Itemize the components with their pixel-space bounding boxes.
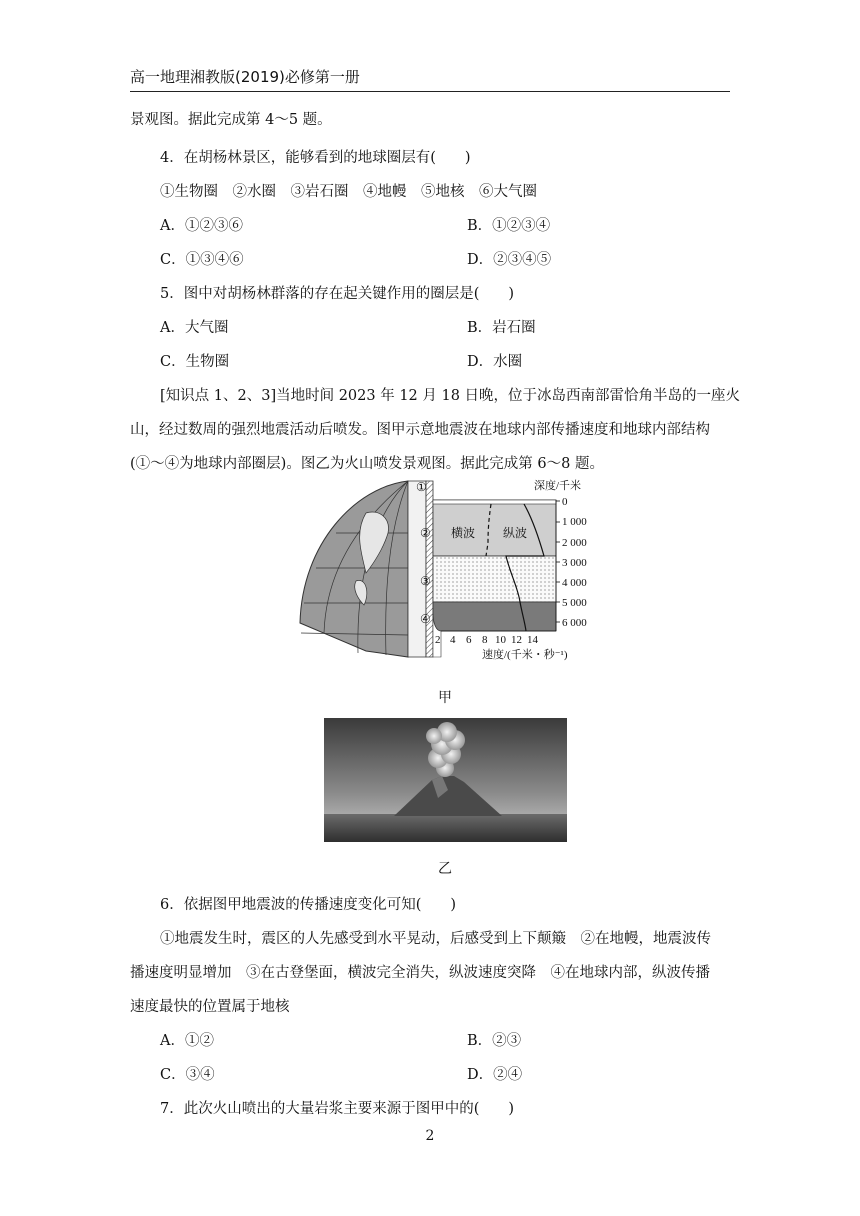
depth-tick: 1 000 bbox=[562, 516, 587, 528]
depth-tick: 6 000 bbox=[562, 617, 587, 629]
q4-option-a[interactable]: A．①②③⑥ bbox=[160, 218, 243, 234]
earth-structure-figure bbox=[296, 473, 596, 663]
layer-1-label: ① bbox=[416, 480, 427, 494]
globe-surface bbox=[300, 481, 408, 657]
page-number: 2 bbox=[425, 1128, 435, 1144]
q5-option-a[interactable]: A．大气圈 bbox=[160, 320, 229, 336]
speed-tick: 2 bbox=[435, 634, 441, 646]
speed-tick: 10 bbox=[495, 634, 506, 646]
outer-core-band bbox=[433, 556, 556, 602]
q6-stem: 6．依据图甲地震波的传播速度变化可知( ) bbox=[160, 897, 457, 913]
q6-option-b[interactable]: B．②③ bbox=[467, 1033, 522, 1049]
layer-3-label: ③ bbox=[420, 574, 431, 588]
depth-tick: 0 bbox=[562, 496, 568, 508]
q6-line-2: 播速度明显增加 ③在古登堡面，横波完全消失，纵波速度突降 ④在地球内部，纵波传播 bbox=[130, 965, 710, 981]
q4-items: ①生物圈 ②水圈 ③岩石圈 ④地幔 ⑤地核 ⑥大气圈 bbox=[160, 184, 537, 200]
q6-line-1: ①地震发生时，震区的人先感受到水平晃动，后感受到上下颠簸 ②在地幔，地震波传 bbox=[160, 931, 711, 947]
q5-option-b[interactable]: B．岩石圈 bbox=[467, 320, 536, 336]
layer-4-label: ④ bbox=[420, 612, 431, 626]
depth-tick: 2 000 bbox=[562, 537, 587, 549]
header-title: 高一地理湘教版(2019)必修第一册 bbox=[130, 68, 360, 86]
q4-option-d[interactable]: D．②③④⑤ bbox=[467, 252, 552, 268]
figure-yi-caption: 乙 bbox=[438, 861, 452, 877]
q6-option-d[interactable]: D．②④ bbox=[467, 1067, 523, 1083]
layer-2-label: ② bbox=[420, 526, 431, 540]
q4-stem: 4．在胡杨林景区，能够看到的地球圈层有( ) bbox=[160, 150, 471, 166]
q6-option-a[interactable]: A．①② bbox=[160, 1033, 214, 1049]
speed-tick: 8 bbox=[482, 634, 488, 646]
speed-tick: 6 bbox=[466, 634, 472, 646]
depth-tick: 4 000 bbox=[562, 577, 587, 589]
passage-line-1: [知识点 1、2、3]当地时间 2023 年 12 月 18 日晚，位于冰岛西南部雷恰角半岛的一座火 bbox=[160, 388, 741, 404]
s-wave-label: 横波 bbox=[451, 526, 476, 540]
q5-stem: 5．图中对胡杨林群落的存在起关键作用的圈层是( ) bbox=[160, 286, 515, 302]
speed-tick: 4 bbox=[450, 634, 456, 646]
speed-tick: 12 bbox=[511, 634, 522, 646]
depth-tick: 5 000 bbox=[562, 597, 587, 609]
speed-tick: 14 bbox=[527, 634, 538, 646]
q4-option-c[interactable]: C．①③④⑥ bbox=[160, 252, 244, 268]
speed-axis-title: 速度/(千米・秒⁻¹) bbox=[482, 649, 568, 661]
page-header bbox=[130, 62, 730, 92]
depth-tick: 3 000 bbox=[562, 557, 587, 569]
q7-stem: 7．此次火山喷出的大量岩浆主要来源于图甲中的( ) bbox=[160, 1101, 515, 1117]
depth-axis-title: 深度/千米 bbox=[534, 480, 582, 492]
figure-jia-caption: 甲 bbox=[438, 690, 452, 706]
passage-line-3: (①～④为地球内部圈层)。图乙为火山喷发景观图。据此完成第 6～8 题。 bbox=[130, 456, 604, 472]
p-wave-label: 纵波 bbox=[503, 526, 528, 540]
passage-line-2: 山，经过数周的强烈地震活动后喷发。图甲示意地震波在地球内部传播速度和地球内部结构 bbox=[130, 422, 710, 438]
q4-option-b[interactable]: B．①②③④ bbox=[467, 218, 551, 234]
q6-line-3: 速度最快的位置属于地核 bbox=[130, 999, 290, 1015]
inner-core-band bbox=[433, 602, 556, 631]
q6-option-c[interactable]: C．③④ bbox=[160, 1067, 215, 1083]
crust-band bbox=[433, 500, 556, 504]
q5-option-d[interactable]: D．水圈 bbox=[467, 354, 523, 370]
volcano-eruption-photo bbox=[324, 718, 567, 842]
q5-option-c[interactable]: C．生物圈 bbox=[160, 354, 230, 370]
intro-tail: 景观图。据此完成第 4～5 题。 bbox=[130, 112, 332, 128]
